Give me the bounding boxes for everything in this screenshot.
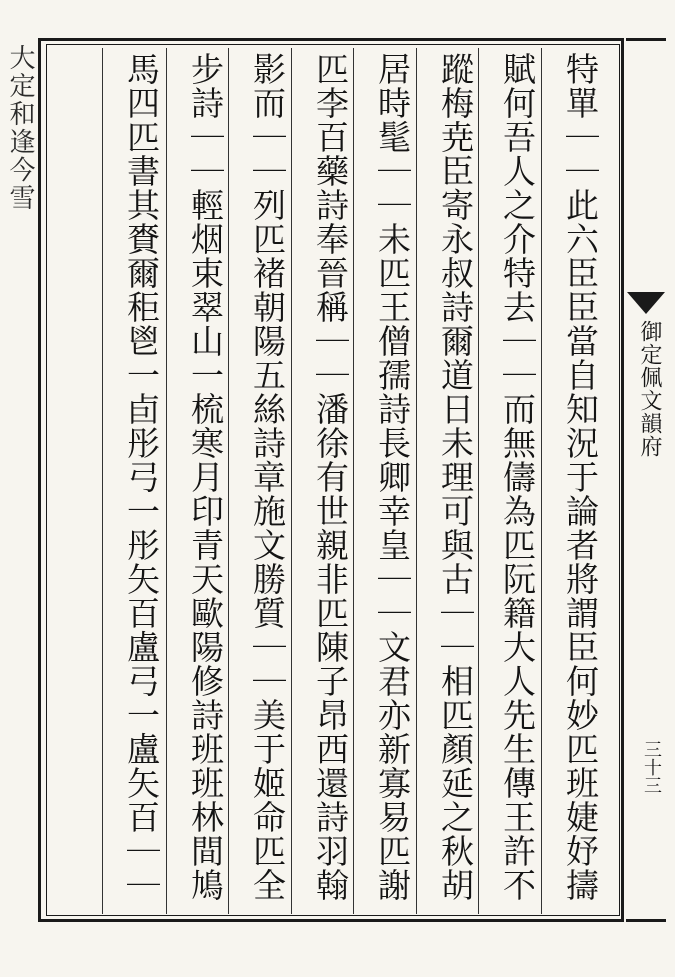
text-column-3: 蹤梅尭臣寄永叔詩爾道日未理可與古｜｜相匹顏延之秋胡 — [436, 52, 475, 902]
column-rule — [102, 48, 103, 914]
column-rule — [478, 48, 479, 914]
column-rule — [541, 48, 542, 914]
text-column-5: 匹李百藥詩奉晉稱｜｜潘徐有世親非匹陳子昂西還詩羽翰 — [311, 52, 350, 902]
column-rule — [416, 48, 417, 914]
column-rule — [291, 48, 292, 914]
page-number: 三十三 — [641, 740, 662, 794]
text-column-7: 步詩｜｜輕烟束翠山一梳寒月印青天歐陽修詩班班林間鳩 — [186, 52, 225, 902]
column-rule — [353, 48, 354, 914]
adjacent-page-text: 大定和逢今雪 — [5, 44, 35, 212]
column-rule — [228, 48, 229, 914]
adjacent-page-edge — [0, 38, 36, 288]
text-column-2: 賦何吾人之介特去｜｜而無儔為匹阮籍大人先生傳王許不 — [498, 52, 537, 902]
column-rule — [166, 48, 167, 914]
fishtail-mark-icon — [627, 292, 665, 314]
text-column-1: 特單｜｜此六臣臣當自知況于論者將謂臣何妙匹班婕妤擣 — [561, 52, 600, 902]
book-title: 御定佩文韻府 — [637, 320, 662, 458]
text-column-8: 馬四匹書其賚爾秬鬯一卣彤弓一彤矢百盧弓一盧矢百｜｜ — [122, 52, 161, 902]
text-column-4: 居時髦｜｜未匹王僧孺詩長卿幸皇｜｜文君亦新寡易匹謝 — [373, 52, 412, 902]
text-column-6: 影而｜｜列匹褚朝陽五絲詩章施文勝質｜｜美于姬命匹全 — [248, 52, 287, 902]
